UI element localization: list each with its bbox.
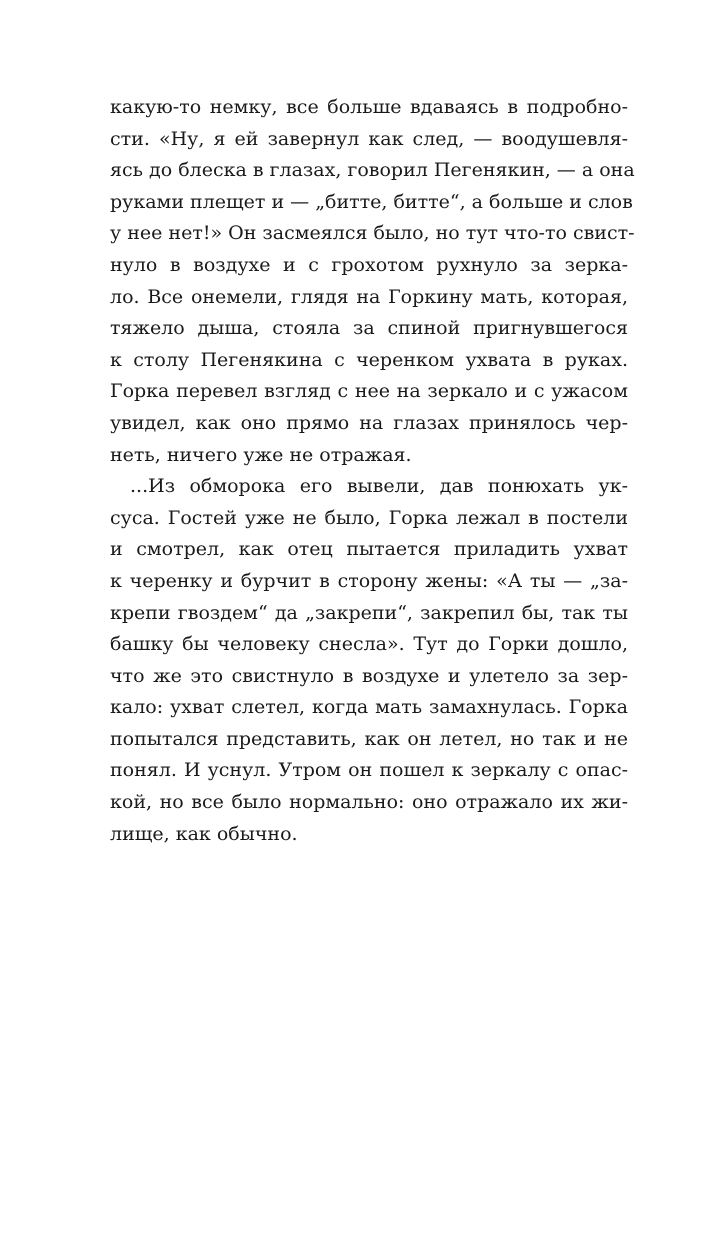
text-line: тяжело дыша, стояла за спиной пригнувшегося	[110, 317, 628, 340]
text-line: кой, но все было нормально: оно отражало их жи-	[110, 791, 628, 814]
text-line: увидел, как оно прямо на глазах принялось чер-	[110, 411, 628, 434]
text-line: кало: ухват слетел, когда мать замахнулась. Горка	[110, 696, 628, 719]
text-line: руками плещет и — „битте, битте“, а больше и слов	[110, 190, 633, 213]
text-line: ясь до блеска в глазах, говорил Пегенякин, — а она	[110, 159, 635, 182]
text-line: нуло в воздухе и с грохотом рухнуло за зерка-	[110, 253, 628, 276]
paragraph-2	[110, 471, 628, 850]
text-line: башку бы человеку снесла». Тут до Горки дошло,	[110, 633, 628, 656]
text-line: к черенку и бурчит в сторону жены: «А ты — „за-	[110, 569, 628, 592]
text-line: понял. И уснул. Утром он пошел к зеркалу с опас-	[110, 759, 628, 782]
text-line: и смотрел, как отец пытается приладить ухват	[110, 538, 628, 561]
text-line: неть, ничего уже не отражая.	[110, 443, 412, 466]
text-line: у нее нет!» Он засмеялся было, но тут что-то свист-	[110, 222, 635, 245]
text-line: к столу Пегенякина с черенком ухвата в руках.	[110, 348, 628, 371]
text-line: попытался представить, как он летел, но так и не	[110, 727, 628, 750]
text-line: суса. Гостей уже не было, Горка лежал в постели	[110, 506, 628, 529]
text-line: какую-то немку, все больше вдаваясь в подробно-	[110, 96, 628, 118]
text-line: ло. Все онемели, глядя на Горкину мать, которая,	[110, 285, 628, 308]
text-line: сти. «Ну, я ей завернул как след, — воодушевля-	[110, 127, 628, 150]
text-line: Горка перевел взгляд с нее на зеркало и с ужасом	[110, 380, 628, 403]
text-line: лище, как обычно.	[110, 822, 298, 845]
text-line: ...Из обморока его вывели, дав понюхать ук-	[130, 475, 628, 498]
body-text	[110, 92, 635, 850]
paragraph-1	[110, 92, 635, 471]
text-line: крепи гвоздем“ да „закрепи“, закрепил бы, так ты	[110, 601, 628, 624]
text-line: что же это свистнуло в воздухе и улетело за зер-	[110, 664, 628, 687]
